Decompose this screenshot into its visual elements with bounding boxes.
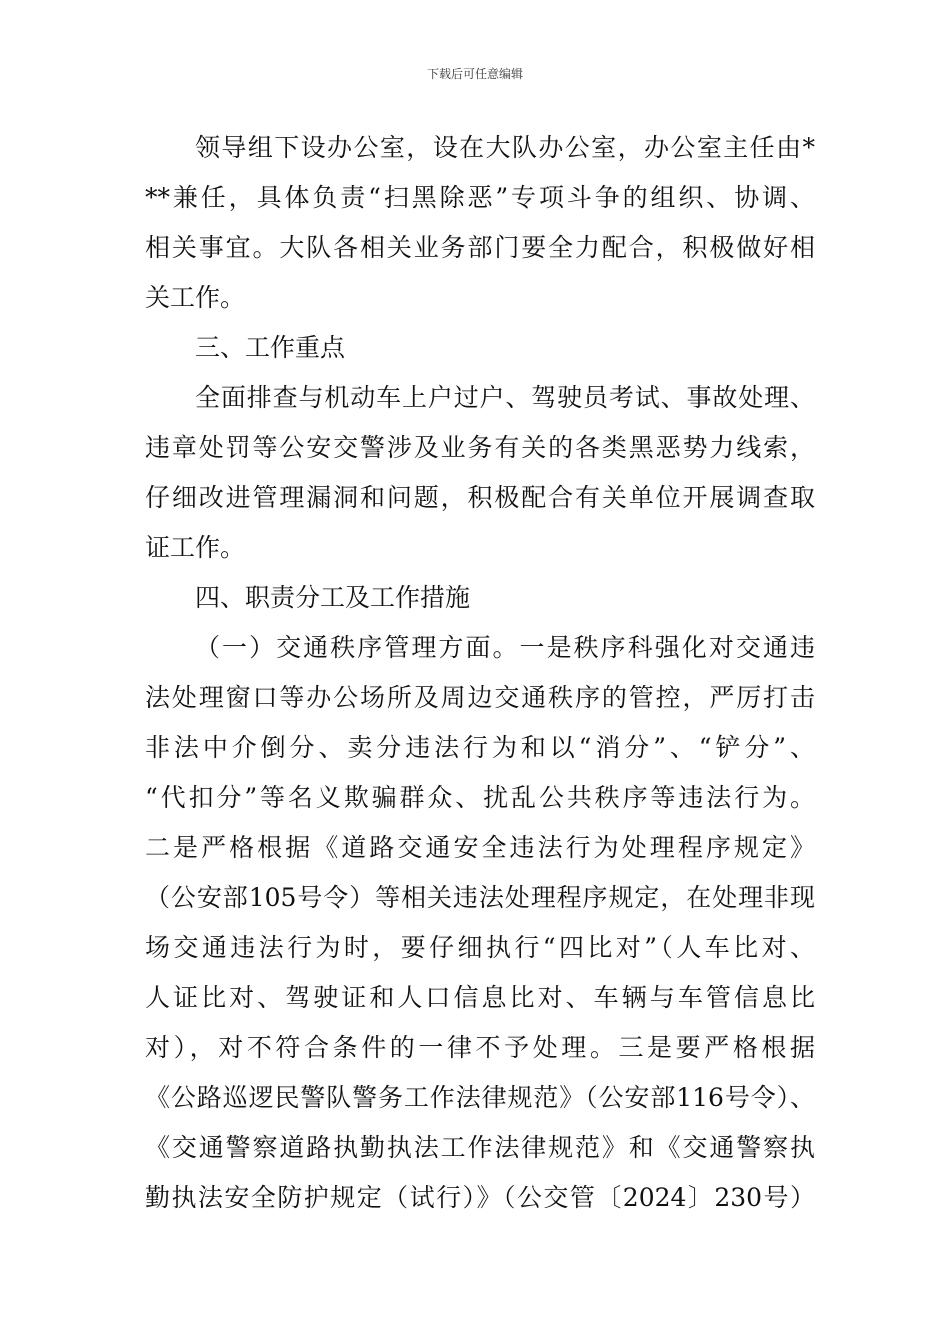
text-line: 二是严格根据《道路交通安全违法行为处理程序规定》 [145, 833, 815, 862]
text-line: 仔细改进管理漏洞和问题，积极配合有关单位开展调查取 [145, 483, 815, 512]
text-line: 关工作。 [145, 283, 246, 312]
text-line: “代扣分”等名义欺骗群众、扰乱公共秩序等违法行为。 [145, 783, 815, 812]
text-line: 全面排查与机动车上户过户、驾驶员考试、事故处理、 [195, 383, 815, 412]
text-line: （公安部105号令）等相关违法处理程序规定，在处理非现 [145, 883, 815, 912]
text-line: 《公路巡逻民警队警务工作法律规范》（公安部116号令）、 [145, 1083, 815, 1112]
text-line: 非法中介倒分、卖分违法行为和以“消分”、“铲分”、 [145, 733, 815, 762]
text-line: 《交通警察道路执勤执法工作法律规范》和《交通警察执 [145, 1133, 815, 1162]
document-body [145, 123, 815, 1223]
text-line: 证工作。 [145, 533, 246, 562]
text-line: 四、职责分工及工作措施 [195, 583, 471, 612]
text-line: 勤执法安全防护规定（试行）》（公交管〔2024〕230号） [145, 1183, 815, 1212]
text-line: 人证比对、驾驶证和人口信息比对、车辆与车管信息比 [145, 983, 815, 1012]
text-line: 相关事宜。大队各相关业务部门要全力配合，积极做好相 [145, 233, 815, 262]
page-header: 下载后可任意编辑 [426, 67, 523, 81]
text-line: 法处理窗口等办公场所及周边交通秩序的管控，严厉打击 [145, 683, 815, 712]
text-line: 领导组下设办公室，设在大队办公室，办公室主任由* [195, 133, 815, 162]
text-line: 对），对不符合条件的一律不予处理。三是要严格根据 [145, 1033, 815, 1062]
text-line: **兼任，具体负责“扫黑除恶”专项斗争的组织、协调、 [145, 183, 815, 212]
text-line: 违章处罚等公安交警涉及业务有关的各类黑恶势力线索， [145, 433, 815, 462]
text-line: （一）交通秩序管理方面。一是秩序科强化对交通违 [195, 633, 815, 662]
text-line: 三、工作重点 [195, 333, 346, 362]
text-line: 场交通违法行为时，要仔细执行“四比对”（人车比对、 [145, 933, 815, 962]
